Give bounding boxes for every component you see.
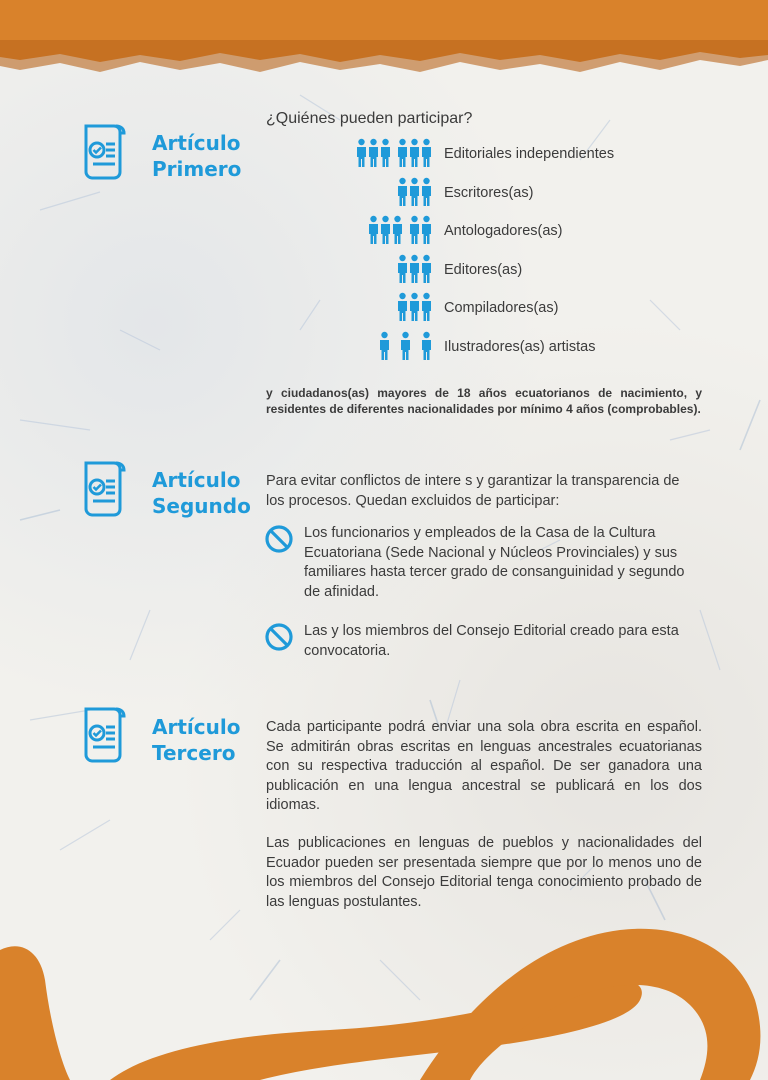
people-figures bbox=[368, 215, 432, 245]
participant-label: Editoriales independientes bbox=[444, 146, 615, 162]
document-checklist-icon bbox=[80, 120, 128, 180]
participant-label: Escritores(as) bbox=[444, 185, 534, 201]
person-icon bbox=[422, 332, 431, 360]
person-icon bbox=[401, 332, 410, 360]
people-group-icon bbox=[397, 177, 432, 207]
person-icon bbox=[393, 216, 402, 244]
person-icon bbox=[422, 178, 431, 206]
participant-row bbox=[300, 254, 700, 284]
submission-paragraph: Cada participante podrá enviar una sola obra escrita en español. Se admitirán obras escritas en lenguas ancestrales ecuatorianas con su respectiva traducción al español. De ser ganadora una publicación en una lengua ancestral se publicará en los dos idiomas. bbox=[266, 719, 702, 813]
people-figures bbox=[397, 177, 432, 207]
person-icon bbox=[410, 293, 419, 321]
person-icon bbox=[422, 255, 431, 283]
person-icon bbox=[398, 293, 407, 321]
exclusion-text: Las y los miembros del Consejo Editorial creado para esta convocatoria. bbox=[304, 623, 679, 659]
person-icon bbox=[398, 139, 407, 167]
person-icon bbox=[422, 216, 431, 244]
person-icon bbox=[422, 293, 431, 321]
people-group-icon bbox=[379, 331, 432, 361]
section-title-line2: Primero bbox=[152, 157, 242, 181]
participant-row bbox=[300, 292, 700, 322]
people-group-icon bbox=[397, 292, 432, 322]
section-title-primero bbox=[152, 130, 241, 182]
person-icon bbox=[369, 139, 378, 167]
people-group-icon bbox=[356, 138, 432, 168]
people-group-icon bbox=[368, 215, 432, 245]
prohibited-icon bbox=[264, 524, 294, 554]
person-icon bbox=[410, 178, 419, 206]
person-icon bbox=[369, 216, 378, 244]
participant-row bbox=[300, 331, 700, 361]
person-icon bbox=[422, 139, 431, 167]
person-icon bbox=[410, 216, 419, 244]
section-title-line1: Artículo bbox=[152, 468, 241, 492]
participant-label: Antologadores(as) bbox=[444, 223, 563, 239]
people-figures bbox=[379, 331, 432, 361]
eligibility-conditions: y ciudadanos(as) mayores de 18 años ecuatorianos de nacimiento, y residentes de diferentes nacionalidades por mínimo 4 años (comprobables). bbox=[266, 386, 702, 416]
person-icon bbox=[398, 178, 407, 206]
prohibited-icon bbox=[264, 622, 294, 652]
participants-question: ¿Quiénes pueden participar? bbox=[266, 110, 473, 127]
person-icon bbox=[398, 255, 407, 283]
person-icon bbox=[380, 332, 389, 360]
person-icon bbox=[381, 139, 390, 167]
person-icon bbox=[410, 255, 419, 283]
people-figures bbox=[397, 292, 432, 322]
section-title-line1: Artículo bbox=[152, 715, 241, 739]
people-figures bbox=[397, 254, 432, 284]
participant-label: Compiladores(as) bbox=[444, 300, 559, 316]
document-checklist-icon bbox=[80, 703, 128, 763]
document-checklist-icon bbox=[80, 457, 128, 517]
participant-row bbox=[300, 138, 700, 168]
exclusion-intro: Para evitar conflictos de intere s y garantizar la transparencia de los procesos. Quedan excluidos de participar: bbox=[266, 473, 680, 509]
person-icon bbox=[381, 216, 390, 244]
section-title-segundo bbox=[152, 467, 251, 519]
person-icon bbox=[357, 139, 366, 167]
participant-label: Editores(as) bbox=[444, 262, 523, 278]
section-title-tercero bbox=[152, 714, 240, 766]
section-title-line2: Tercero bbox=[152, 741, 236, 765]
exclusion-text: Los funcionarios y empleados de la Casa de la Cultura Ecuatoriana (Sede Nacional y Núcleos Provinciales) y sus familiares hasta tercer grado de consanguinidad y segundo de afinidad. bbox=[304, 525, 685, 600]
participant-row bbox=[300, 177, 700, 207]
languages-paragraph: Las publicaciones en lenguas de pueblos y nacionalidades del Ecuador pueden ser presentada siempre que por lo menos uno de los miembros del Consejo Editorial tenga conocimiento probado de las lenguas postulantes. bbox=[266, 835, 702, 910]
section-title-line2: Segundo bbox=[152, 494, 251, 518]
people-group-icon bbox=[397, 254, 432, 284]
participant-label: Ilustradores(as) artistas bbox=[444, 339, 596, 355]
section-title-line1: Artículo bbox=[152, 131, 241, 155]
person-icon bbox=[410, 139, 419, 167]
participant-row bbox=[300, 215, 700, 245]
people-figures bbox=[356, 138, 432, 168]
